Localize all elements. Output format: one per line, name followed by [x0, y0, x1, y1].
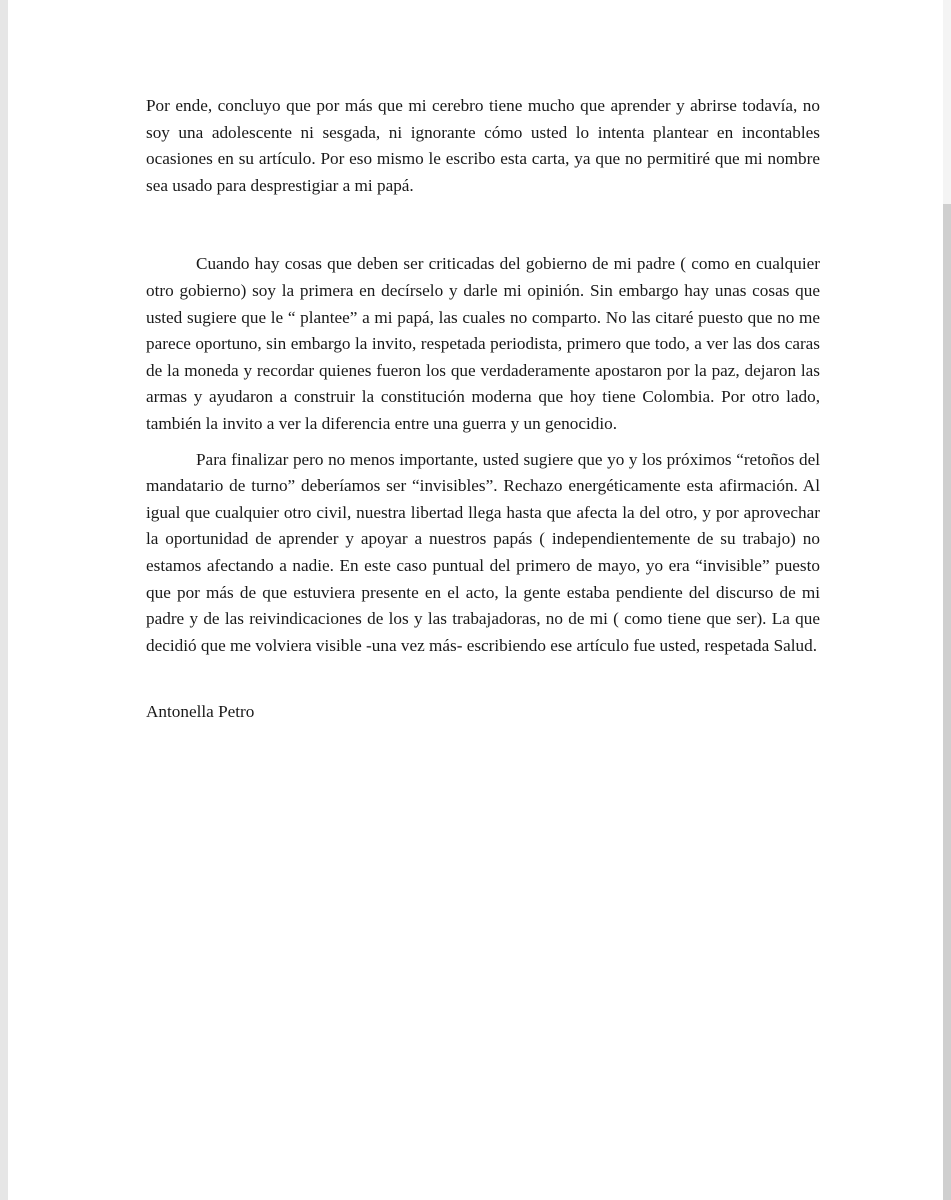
viewer-left-edge [0, 0, 8, 1200]
paragraph-invisible: Para finalizar pero no menos importante, usted sugiere que yo y los próximos “retoños del mandatario de turno” deberíamos ser “invisibles”. Rechazo energéticamente esta afirmación. Al igual que cualquier otro civil, nuestra libertad llega hasta que afecta la del otro, y por aprovechar la oportunidad de aprender y apoyar a nuestros papás ( independientemente de su trabajo) no estamos afectando a nadie. En este caso puntual del primero de mayo, yo era “invisible” puesto que por más de que estuviera presente en el acto, la gente estaba pendiente del discurso de mi padre y de las reivindicaciones de los y las trabajadoras, no de mi ( como tiene que ser). La que decidió que me volviera visible -una vez más- escribiendo ese artículo fue usted, respetada Salud. [146, 449, 820, 655]
letter-body [146, 93, 820, 726]
scrollbar-track[interactable] [943, 0, 951, 1200]
paragraph-conclusion: Por ende, concluyo que por más que mi cerebro tiene mucho que aprender y abrirse todavía, no soy una adolescente ni sesgada, ni ignorante cómo usted lo intenta plantear en incontables ocasiones en su artículo. Por eso mismo le escribo esta carta, ya que no permitiré que mi nombre sea usado para desprestigiar a mi papá. [146, 96, 820, 195]
scrollbar-thumb[interactable] [943, 204, 951, 1200]
paragraph-criticism: Cuando hay cosas que deben ser criticadas del gobierno de mi padre ( como en cualquier otro gobierno) soy la primera en decírselo y darle mi opinión. Sin embargo hay unas cosas que usted sugiere que le “ plantee” a mi papá, las cuales no comparto. No las citaré puesto que no me parece oportuno, sin embargo la invito, respetada periodista, primero que todo, a ver las dos caras de la moneda y recordar quienes fueron los que verdaderamente apostaron por la paz, dejaron las armas y ayudaron a construir la constitución moderna que hoy tiene Colombia. Por otro lado, también la invito a ver la diferencia entre una guerra y un genocidio. [146, 254, 820, 433]
document-page [8, 0, 943, 1200]
signature: Antonella Petro [146, 702, 255, 722]
